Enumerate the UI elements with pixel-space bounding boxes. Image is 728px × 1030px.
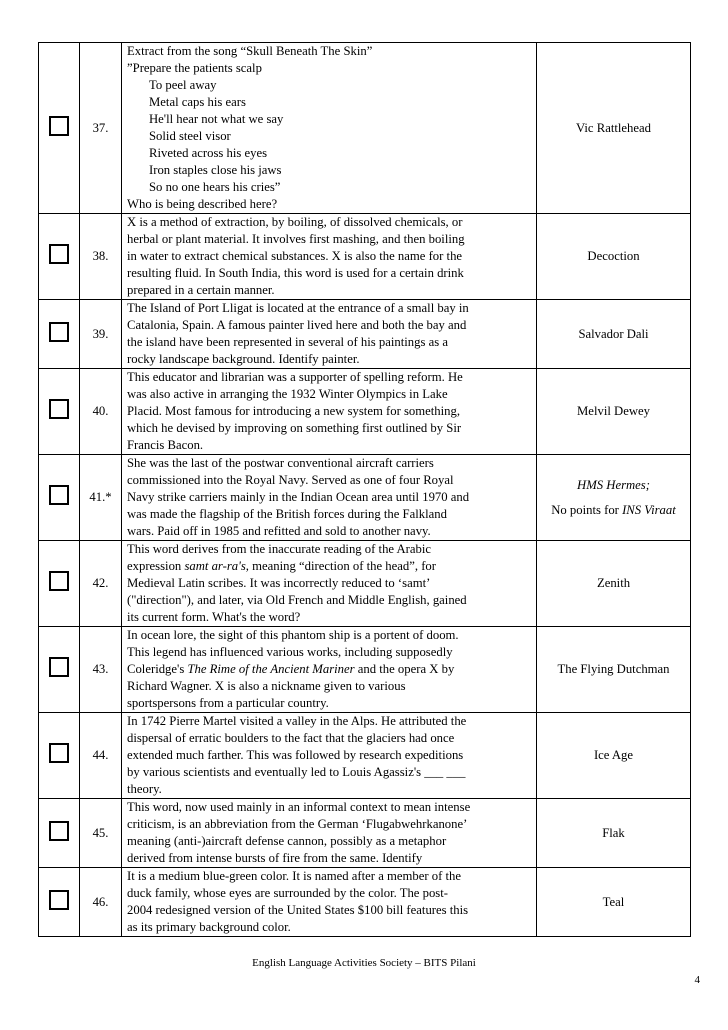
question-row — [39, 455, 691, 541]
text-segment: expression — [127, 559, 185, 573]
text-segment: extended much farther. This was followed by research expeditions — [127, 748, 464, 762]
question-line — [127, 334, 533, 351]
question-text — [122, 799, 537, 868]
text-segment: resulting fluid. In South India, this word is used for a certain drink — [127, 266, 464, 280]
text-segment: This word derives from the inaccurate reading of the Arabic — [127, 542, 432, 556]
question-text — [122, 627, 537, 713]
question-line — [127, 162, 533, 179]
answer-line — [537, 326, 690, 343]
answer-line — [537, 120, 690, 137]
page-number: 4 — [694, 974, 700, 986]
checkbox-cell — [39, 369, 80, 455]
answer-checkbox[interactable] — [49, 399, 69, 419]
italic-text: The Rime of the Ancient Mariner — [187, 662, 355, 676]
text-segment: was made the flagship of the British forces during the Falkland — [127, 507, 447, 521]
checkbox-cell — [39, 627, 80, 713]
answer-cell — [537, 868, 691, 937]
text-segment: which he devised by improving on something first outlined by Sir — [127, 421, 462, 435]
question-text — [122, 43, 537, 214]
text-segment: Richard Wagner. X is also a nickname given to various — [127, 679, 406, 693]
answer-checkbox[interactable] — [49, 571, 69, 591]
answer-cell — [537, 713, 691, 799]
text-segment: herbal or plant material. It involves first mashing, and then boiling — [127, 232, 465, 246]
answer-line — [537, 477, 690, 494]
question-line — [127, 369, 533, 386]
answer-text: Teal — [602, 894, 625, 909]
question-row — [39, 868, 691, 937]
question-line — [127, 506, 533, 523]
question-line — [127, 885, 533, 902]
answer-checkbox[interactable] — [49, 116, 69, 136]
question-line — [127, 111, 533, 128]
question-line — [127, 351, 533, 368]
text-segment: Iron staples close his jaws — [149, 163, 282, 177]
text-segment: commissioned into the Royal Navy. Served as one of four Royal — [127, 473, 454, 487]
checkbox-cell — [39, 43, 80, 214]
question-row — [39, 627, 691, 713]
question-line — [127, 265, 533, 282]
question-line — [127, 747, 533, 764]
answer-text: No points for — [551, 502, 623, 517]
text-segment: Francis Bacon. — [127, 438, 204, 452]
answer-cell — [537, 214, 691, 300]
text-segment: meaning (anti-)aircraft defense cannon, possibly as a metaphor — [127, 834, 447, 848]
text-segment: the island have been represented in several of his paintings as a — [127, 335, 448, 349]
question-line — [127, 231, 533, 248]
text-segment: duck family, whose eyes are surrounded by the color. The post- — [127, 886, 448, 900]
question-line — [127, 575, 533, 592]
question-number: 44. — [80, 713, 122, 799]
question-line — [127, 455, 533, 472]
text-segment: ”Prepare the patients scalp — [127, 61, 262, 75]
text-segment: criticism, is an abbreviation from the German ‘Flugabwehrkanone’ — [127, 817, 468, 831]
answer-line — [537, 894, 690, 911]
text-segment: Who is being described here? — [127, 197, 278, 211]
question-line — [127, 472, 533, 489]
answer-cell — [537, 369, 691, 455]
text-segment: X is a method of extraction, by boiling, of dissolved chemicals, or — [127, 215, 463, 229]
italic-answer: INS Viraat — [622, 502, 676, 517]
question-number: 39. — [80, 300, 122, 369]
question-row — [39, 713, 691, 799]
question-line — [127, 799, 533, 816]
text-segment: In 1742 Pierre Martel visited a valley in the Alps. He attributed the — [127, 714, 467, 728]
text-segment: She was the last of the postwar conventional aircraft carriers — [127, 456, 434, 470]
text-segment: prepared in a certain manner. — [127, 283, 275, 297]
question-text — [122, 541, 537, 627]
question-text — [122, 369, 537, 455]
text-segment: wars. Paid off in 1985 and refitted and sold to another navy. — [127, 524, 431, 538]
text-segment: derived from intense bursts of fire from the same. Identify — [127, 851, 423, 865]
question-line — [127, 902, 533, 919]
text-segment: dispersal of erratic boulders to the fact that the glaciers had once — [127, 731, 455, 745]
answer-line — [537, 661, 690, 678]
answer-checkbox[interactable] — [49, 485, 69, 505]
question-row — [39, 541, 691, 627]
question-line — [127, 713, 533, 730]
text-segment: He'll hear not what we say — [149, 112, 284, 126]
question-line — [127, 764, 533, 781]
text-segment: So no one hears his cries” — [149, 180, 281, 194]
checkbox-cell — [39, 713, 80, 799]
text-segment: rocky landscape background. Identify painter. — [127, 352, 360, 366]
checkbox-cell — [39, 455, 80, 541]
question-line — [127, 248, 533, 265]
text-segment: in water to extract chemical substances. X is also the name for the — [127, 249, 463, 263]
question-row — [39, 369, 691, 455]
question-line — [127, 833, 533, 850]
text-segment: was also active in arranging the 1932 Winter Olympics in Lake — [127, 387, 448, 401]
answer-cell — [537, 43, 691, 214]
text-segment: meaning “direction of the head”, for — [248, 559, 436, 573]
question-line — [127, 730, 533, 747]
answer-text: Vic Rattlehead — [576, 120, 651, 135]
question-line — [127, 60, 533, 77]
answer-text: Salvador Dali — [578, 326, 649, 341]
question-number: 42. — [80, 541, 122, 627]
question-line — [127, 816, 533, 833]
text-segment: Riveted across his eyes — [149, 146, 268, 160]
checkbox-cell — [39, 799, 80, 868]
answer-line — [537, 575, 690, 592]
question-text — [122, 713, 537, 799]
question-row — [39, 300, 691, 369]
answer-text: Decoction — [587, 249, 640, 263]
question-row — [39, 214, 691, 300]
question-number: 37. — [80, 43, 122, 214]
question-text — [122, 868, 537, 937]
answer-line — [537, 825, 690, 842]
question-line — [127, 128, 533, 145]
text-segment: In ocean lore, the sight of this phantom ship is a portent of doom. — [127, 628, 459, 642]
question-line — [127, 214, 533, 231]
checkbox-cell — [39, 300, 80, 369]
answer-line — [537, 403, 690, 420]
text-segment: Navy strike carriers mainly in the Indian Ocean area until 1970 and — [127, 490, 470, 504]
answer-checkbox[interactable] — [49, 657, 69, 677]
question-line — [127, 145, 533, 162]
answer-text: Melvil Dewey — [577, 404, 650, 418]
text-segment: It is a medium blue-green color. It is named after a member of the — [127, 869, 461, 883]
question-number: 41.* — [80, 455, 122, 541]
answer-cell — [537, 799, 691, 868]
question-line — [127, 489, 533, 506]
question-line — [127, 523, 533, 540]
question-row — [39, 43, 691, 214]
text-segment: To peel away — [149, 78, 217, 92]
checkbox-cell — [39, 868, 80, 937]
answer-line — [537, 494, 690, 502]
question-line — [127, 558, 533, 575]
question-line — [127, 282, 533, 299]
text-segment: This word, now used mainly in an informal context to mean intense — [127, 800, 471, 814]
text-segment: This legend has influenced various works, including supposedly — [127, 645, 453, 659]
answer-line — [537, 747, 690, 764]
answer-line — [537, 248, 690, 265]
answer-line — [537, 502, 690, 519]
question-text — [122, 214, 537, 300]
question-text — [122, 300, 537, 369]
answer-checkbox[interactable] — [49, 244, 69, 264]
page-footer: English Language Activities Society – BITS Pilani — [252, 957, 476, 969]
answer-text: The Flying Dutchman — [557, 662, 670, 676]
italic-answer: HMS Hermes; — [577, 477, 650, 492]
question-line — [127, 592, 533, 609]
text-segment: Coleridge's — [127, 662, 188, 676]
question-line — [127, 781, 533, 798]
question-line — [127, 695, 533, 712]
question-line — [127, 317, 533, 334]
quiz-table-body — [39, 43, 691, 937]
question-line — [127, 196, 533, 213]
text-segment: ("direction"), and later, via Old French and Middle English, gained — [127, 593, 467, 607]
question-line — [127, 541, 533, 558]
text-segment: and the opera X by — [354, 662, 455, 676]
question-number: 38. — [80, 214, 122, 300]
question-line — [127, 627, 533, 644]
question-line — [127, 868, 533, 885]
question-line — [127, 403, 533, 420]
text-segment: The Island of Port Lligat is located at the entrance of a small bay in — [127, 301, 469, 315]
answer-text: Ice Age — [593, 748, 634, 762]
question-line — [127, 94, 533, 111]
text-segment: by various scientists and eventually led to Louis Agassiz's ___ ___ — [127, 765, 466, 779]
question-number: 46. — [80, 868, 122, 937]
answer-checkbox[interactable] — [49, 743, 69, 763]
question-line — [127, 661, 533, 678]
answer-checkbox[interactable] — [49, 890, 69, 910]
italic-text: samt ar-ra's, — [184, 559, 249, 573]
question-line — [127, 43, 533, 60]
text-segment: as its primary background color. — [127, 920, 291, 934]
text-segment: Placid. Most famous for introducing a new system for something, — [127, 404, 460, 418]
text-segment: Solid steel visor — [149, 129, 231, 143]
question-line — [127, 386, 533, 403]
question-line — [127, 420, 533, 437]
text-segment: This educator and librarian was a supporter of spelling reform. He — [127, 370, 463, 384]
text-segment: Medieval Latin scribes. It was incorrectly reduced to ‘samt’ — [127, 576, 431, 590]
question-line — [127, 609, 533, 626]
answer-text: Flak — [602, 825, 625, 840]
answer-checkbox[interactable] — [49, 322, 69, 342]
text-segment: theory. — [127, 782, 162, 796]
text-segment: sportspersons from a particular country. — [127, 696, 329, 710]
answer-checkbox[interactable] — [49, 821, 69, 841]
question-line — [127, 644, 533, 661]
question-number: 45. — [80, 799, 122, 868]
quiz-table — [38, 42, 691, 937]
answer-cell — [537, 627, 691, 713]
answer-text: Zenith — [596, 576, 631, 590]
question-line — [127, 77, 533, 94]
question-row — [39, 799, 691, 868]
text-segment: its current form. What's the word? — [127, 610, 301, 624]
text-segment: Extract from the song “Skull Beneath The Skin” — [127, 44, 373, 58]
checkbox-cell — [39, 541, 80, 627]
question-text — [122, 455, 537, 541]
question-line — [127, 678, 533, 695]
question-line — [127, 300, 533, 317]
question-line — [127, 850, 533, 867]
question-number: 40. — [80, 369, 122, 455]
text-segment: 2004 redesigned version of the United States $100 bill features this — [127, 903, 469, 917]
text-segment: Catalonia, Spain. A famous painter lived here and both the bay and — [127, 318, 467, 332]
question-number: 43. — [80, 627, 122, 713]
answer-cell — [537, 541, 691, 627]
answer-cell — [537, 455, 691, 541]
answer-cell — [537, 300, 691, 369]
question-line — [127, 437, 533, 454]
question-line — [127, 179, 533, 196]
checkbox-cell — [39, 214, 80, 300]
question-line — [127, 919, 533, 936]
text-segment: Metal caps his ears — [149, 95, 246, 109]
